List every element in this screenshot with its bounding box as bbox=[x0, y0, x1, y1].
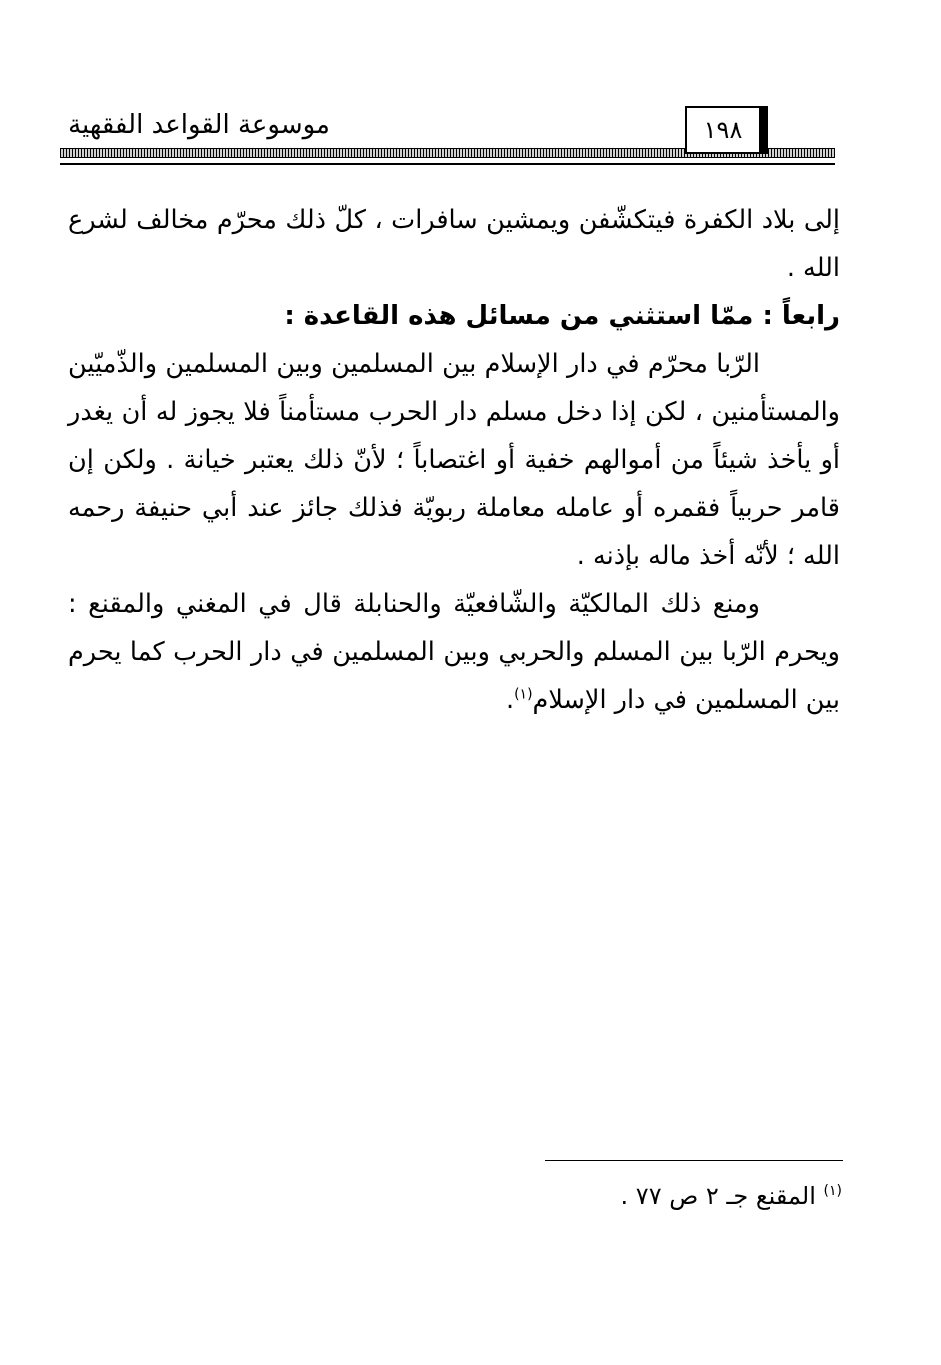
footnote bbox=[520, 1178, 842, 1214]
paragraph-2: الرّبا محرّم في دار الإسلام بين المسلمين وبين المسلمين والذّميّين والمستأمنين ، لكن إذا دخل مسلم دار الحرب مستأمناً فلا يجوز له أن يغدر أو يأخذ شيئاً من أموالهم خفية أو اغتصاباً ؛ لأنّ ذلك يعتبر خيانة . ولكن إن قامر حربياً فقمره أو عامله معاملة ربويّة فذلك جائز عند أبي حنيفة رحمه الله ؛ لأنّه أخذ ماله بإذنه . bbox=[68, 349, 840, 571]
book-title: موسوعة القواعد الفقهية bbox=[68, 110, 330, 140]
paragraph-3-end: . bbox=[505, 685, 515, 715]
footnote-text: المقنع جـ ٢ ص ٧٧ . bbox=[620, 1182, 816, 1210]
footnote-number: (١) bbox=[823, 1183, 842, 1199]
header-rule bbox=[60, 163, 835, 165]
paragraph-3-text: ومنع ذلك المالكيّة والشّافعيّة والحنابلة قال في المغني والمقنع : ويحرم الرّبا بين المسلم والحربي وبين المسلمين في دار الحرب كما يحرم بين المسلمين في دار الإسلام bbox=[68, 589, 840, 715]
page-number: ١٩٨ bbox=[685, 106, 768, 154]
footnote-separator bbox=[545, 1160, 843, 1161]
paragraph-1: إلى بلاد الكفرة فيتكشّفن ويمشين سافرات ، كلّ ذلك محرّم مخالف لشرع الله . bbox=[68, 205, 840, 283]
section-heading: رابعاً : ممّا استثني من مسائل هذه القاعدة : bbox=[284, 301, 840, 331]
body-text bbox=[68, 196, 840, 724]
paragraph-3 bbox=[68, 580, 840, 724]
page-header bbox=[60, 100, 835, 166]
footnote-ref-marker: (١) bbox=[514, 686, 533, 703]
